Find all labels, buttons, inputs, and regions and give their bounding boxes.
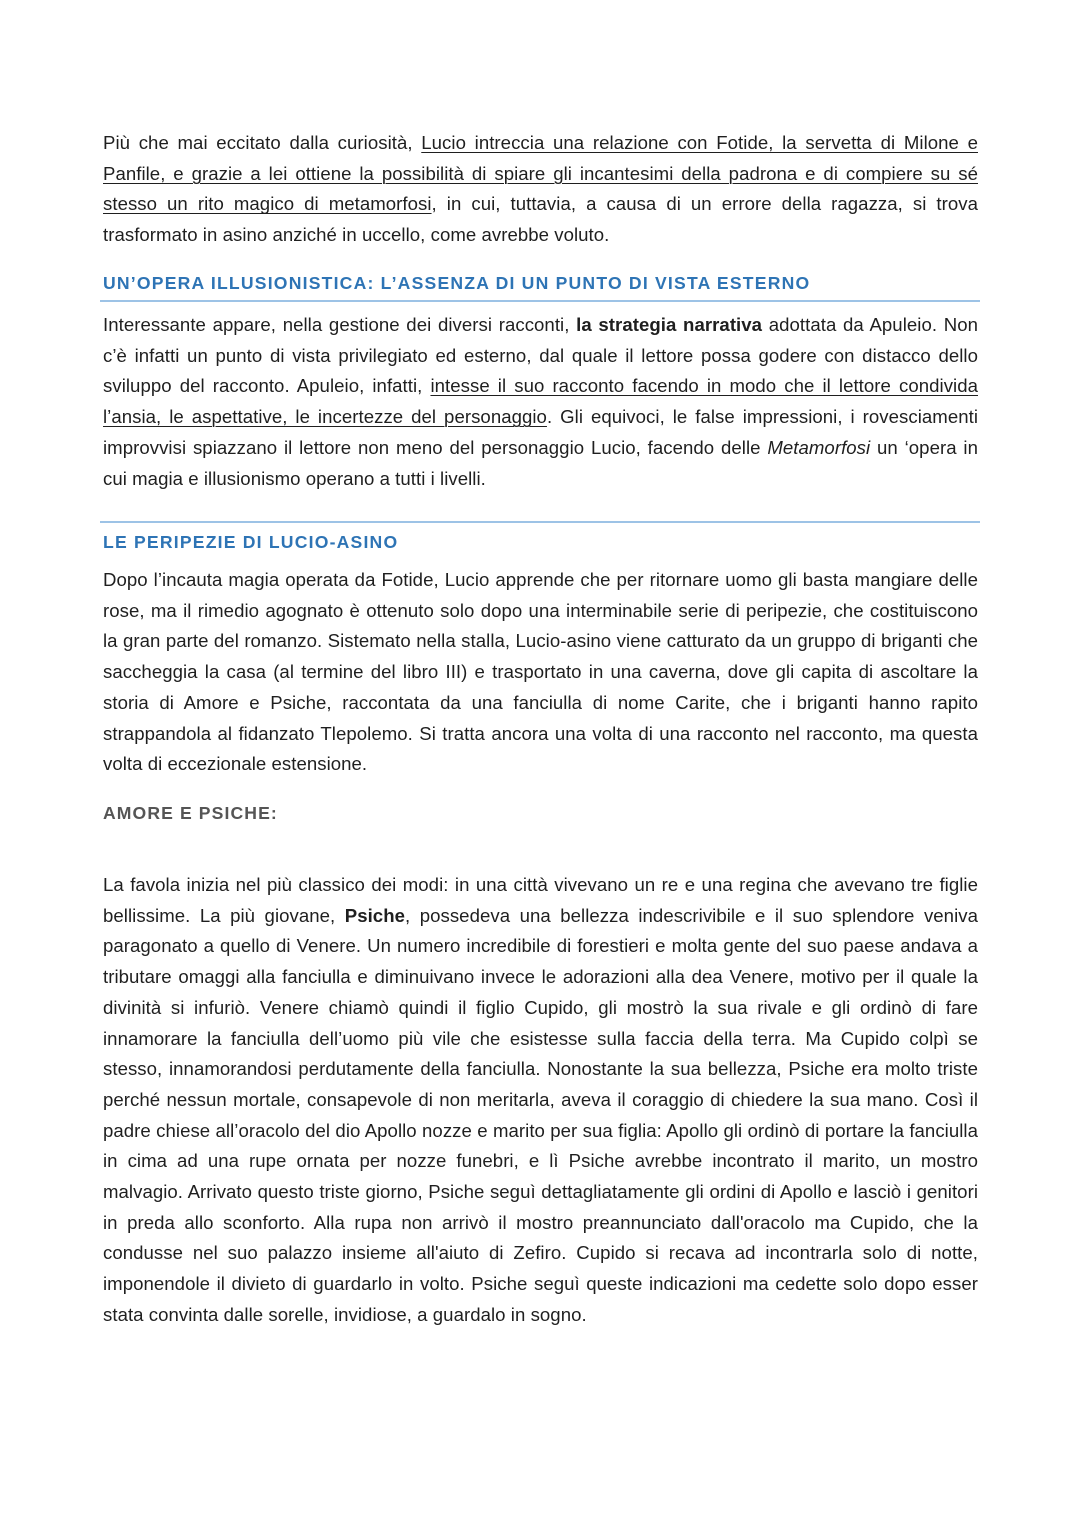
text-run: La favola inizia nel più classico dei modi: in una città vivevano un re e una regina che avevano tre figlie bellissime. La più giovane, bbox=[103, 874, 978, 926]
section-heading-amore-psiche bbox=[103, 801, 978, 825]
paragraph-peripezie bbox=[103, 565, 978, 780]
paragraph-text bbox=[103, 870, 978, 1331]
italic-text: Metamorfosi bbox=[767, 436, 871, 458]
heading-text: UN’OPERA ILLUSIONISTICA: L’ASSENZA DI UN PUNTO DI VISTA ESTERNO bbox=[103, 273, 811, 293]
text-run: , possedeva una bellezza indescrivibile e il suo splendore veniva paragonato a quello di Venere. Un numero incredibile di forestieri e molta gente del suo paese andava a tributare omaggi alla fanciulla e diminuivano invece le adorazioni alla dea Venere, motivo per il quale la divinità si infuriò. Venere chiamò quindi il figlio Cupido, gli mostrò la sua rivale e gli ordinò di fare innamorare la fanciulla dell’uomo più vile che esistesse sulla faccia della terra. Ma Cupido colpì se stesso, innamorandosi perdutamente della fanciulla. Nonostante la sua bellezza, Psiche era molto triste perché nessun mortale, consapevole di non meritarla, aveva il coraggio di chiedere la sua mano. Così il padre chiese all’oracolo del dio Apollo nozze e marito per sua figlia: Apollo gli ordinò di portare la fanciulla in cima ad una rupe ornata per nozze funebri, e lì Psiche avrebbe incontrato il marito, un mostro malvagio. Arrivato questo triste giorno, Psiche seguì dettagliatamente gli ordini di Apollo e lasciò i genitori in preda allo sconforto. Alla rupa non arrivò il mostro preannunciato dall'oracolo ma Cupido, che la condusse nel suo palazzo insieme all'aiuto di Zefiro. Cupido si recava ad incontrarla solo di notte, imponendole il divieto di guardarlo in volto. Psiche seguì queste indicazioni ma cedette solo dopo esser stata convinta dalle sorelle, invidiose, a guardalo in sogno. bbox=[103, 904, 978, 1325]
text-run: Più che mai eccitato dalla curiosità, bbox=[103, 132, 422, 153]
paragraph-text: Dopo l’incauta magia operata da Fotide, Lucio apprende che per ritornare uomo gli basta mangiare delle rose, ma il rimedio agognato è ottenuto solo dopo una interminabile serie di peripezie, che costituiscono la gran parte del romanzo. Sistemato nella stalla, Lucio-asino viene catturato da un gruppo di briganti che saccheggia la casa (al termine del libro III) e trasportato in una caverna, dove gli capita di ascoltare la storia di Amore e Psiche, raccontata da una fanciulla di nome Carite, che i briganti hanno rapito strappandola al fidanzato Tlepolemo. Si tratta ancora una volta di una racconto nel racconto, ma questa volta di eccezionale estensione. bbox=[103, 569, 978, 775]
bold-text: la strategia narrativa bbox=[576, 314, 763, 335]
text-run: Interessante appare, nella gestione dei diversi racconti, bbox=[103, 314, 577, 335]
underlined-text: intesse il suo racconto facendo in modo che il lettore condivida l’ansia, le aspettative, le incertezze del personaggio bbox=[103, 375, 978, 428]
section-heading-peripezie bbox=[103, 530, 978, 554]
paragraph-amore-psiche bbox=[103, 870, 978, 1331]
text-run: un ‘opera in cui magia e illusionismo operano a tutti i livelli. bbox=[103, 436, 978, 489]
underlined-text: Lucio intreccia una relazione con Fotide, la servetta di Milone e Panfile, e grazie a lei ottiene la possibilità di spiare gli incantesimi della padrona e di compiere su sé stesso un rito magico di metamorfosi bbox=[103, 132, 978, 215]
paragraph-narrative-strategy bbox=[103, 310, 978, 494]
text-run: adottata da Apuleio. Non c’è infatti un punto di vista privilegiato ed esterno, dal quale il lettore possa godere con distacco dello sviluppo del racconto. Apuleio, infatti, bbox=[103, 314, 979, 397]
heading-text: LE PERIPEZIE DI LUCIO-ASINO bbox=[103, 532, 399, 552]
heading-underline bbox=[100, 300, 980, 302]
paragraph-lucio-fotide bbox=[103, 128, 978, 251]
section-divider bbox=[100, 521, 980, 523]
text-run: . Gli equivoci, le false impressioni, i rovesciamenti improvvisi spiazzano il lettore non meno del personaggio Lucio, facendo delle bbox=[103, 406, 978, 458]
section-heading-illusionistic bbox=[103, 271, 978, 295]
bold-text: Psiche bbox=[344, 904, 405, 926]
text-run: , in cui, tuttavia, a causa di un errore della ragazza, si trova trasformato in asino anziché in uccello, come avrebbe voluto. bbox=[103, 193, 978, 246]
heading-text: AMORE E PSICHE: bbox=[103, 803, 278, 823]
paragraph-text bbox=[103, 128, 978, 251]
paragraph-text bbox=[103, 310, 978, 494]
